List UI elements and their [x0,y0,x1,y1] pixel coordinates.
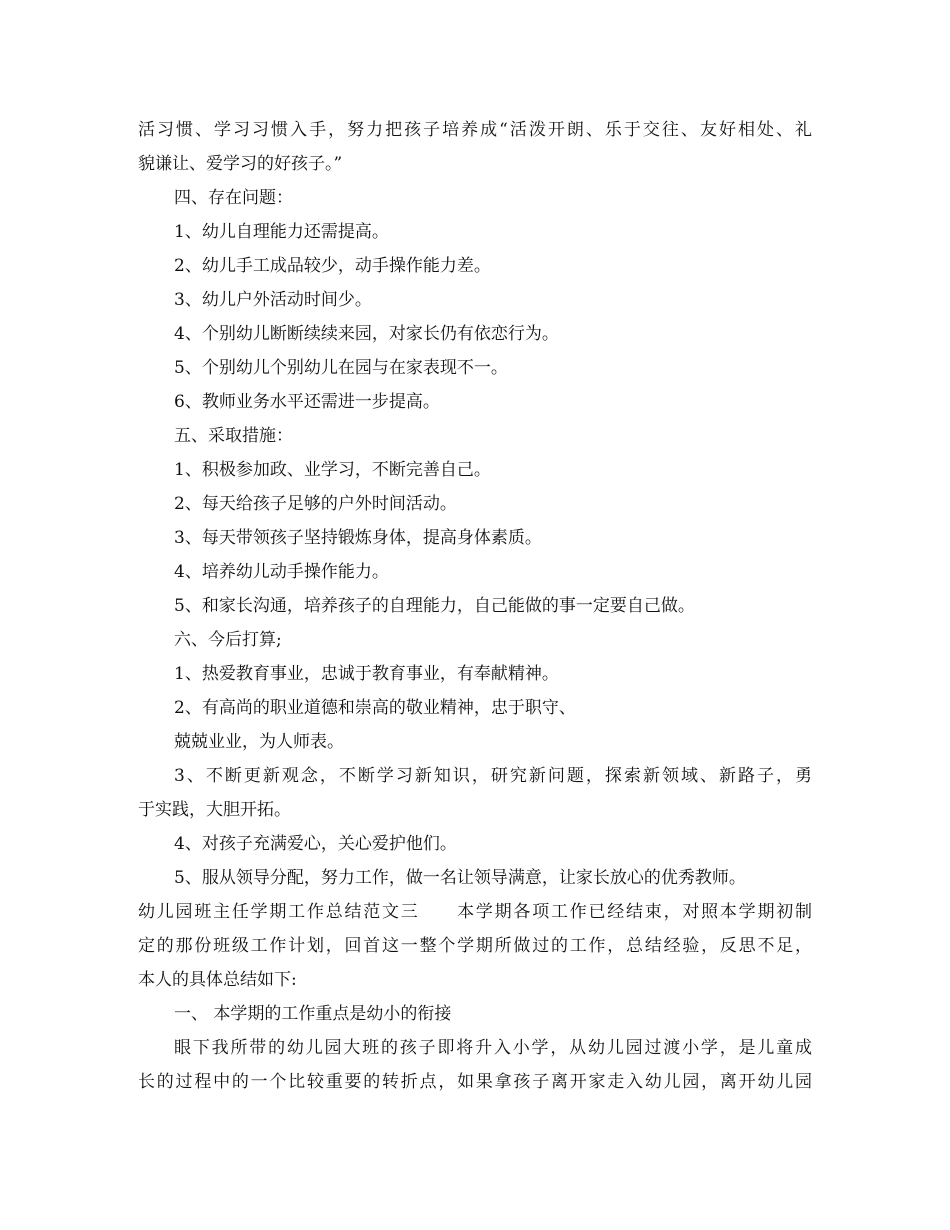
list-item: 4、个别幼儿断断续续来园，对家长仍有依恋行为。 [174,324,559,344]
paragraph-line: 幼儿园班主任学期工作总结范文三 本学期各项工作已经结束，对照本学期初制 [138,902,812,922]
paragraph-line: 眼下我所带的幼儿园大班的孩子即将升入小学，从幼儿园过渡小学，是儿童成 [174,1038,812,1058]
list-item: 3、不断更新观念，不断学习新知识，研究新问题，探索新领域、新路子，勇 [174,766,812,786]
list-item: 3、幼儿户外活动时间少。 [174,290,372,310]
paragraph-line: 于实践，大胆开拓。 [138,800,291,820]
list-item: 1、热爱教育事业，忠诚于教育事业，有奉献精神。 [174,664,559,684]
paragraph-line: 本人的具体总结如下: [138,970,297,990]
paragraph-line: 定的那份班级工作计划，回首这一整个学期所做过的工作，总结经验，反思不足， [138,936,812,956]
list-item: 1、幼儿自理能力还需提高。 [174,222,389,242]
section-heading: 四、存在问题： [174,188,293,208]
paragraph-line: 活习惯、学习习惯入手，努力把孩子培养成“活泼开朗、乐于交往、友好相处、礼 [138,120,812,140]
list-item: 2、幼儿手工成品较少，动手操作能力差。 [174,256,491,276]
list-item: 4、培养幼儿动手操作能力。 [174,562,389,582]
section-heading: 五、采取措施： [174,426,293,446]
list-item: 兢兢业业，为人师表。 [174,732,344,752]
section-heading: 六、今后打算; [174,630,282,650]
list-item: 6、教师业务水平还需进一步提高。 [174,392,440,412]
paragraph-line: 长的过程中的一个比较重要的转折点，如果拿孩子离开家走入幼儿园，离开幼儿园 [138,1072,812,1092]
section-heading: 一、 本学期的工作重点是幼小的衔接 [174,1004,452,1024]
list-item: 1、积极参加政、业学习，不断完善自己。 [174,460,491,480]
paragraph-line: 貌谦让、爱学习的好孩子。” [138,154,343,174]
list-item: 5、个别幼儿个别幼儿在园与在家表现不一。 [174,358,508,378]
list-item: 5、和家长沟通，培养孩子的自理能力，自己能做的事一定要自己做。 [174,596,695,616]
list-item: 4、对孩子充满爱心，关心爱护他们。 [174,834,457,854]
list-item: 2、每天给孩子足够的户外时间活动。 [174,494,457,514]
list-item: 3、每天带领孩子坚持锻炼身体，提高身体素质。 [174,528,542,548]
list-item: 2、有高尚的职业道德和崇高的敬业精神，忠于职守、 [174,698,576,718]
list-item: 5、服从领导分配，努力工作，做一名让领导满意，让家长放心的优秀教师。 [174,868,746,888]
